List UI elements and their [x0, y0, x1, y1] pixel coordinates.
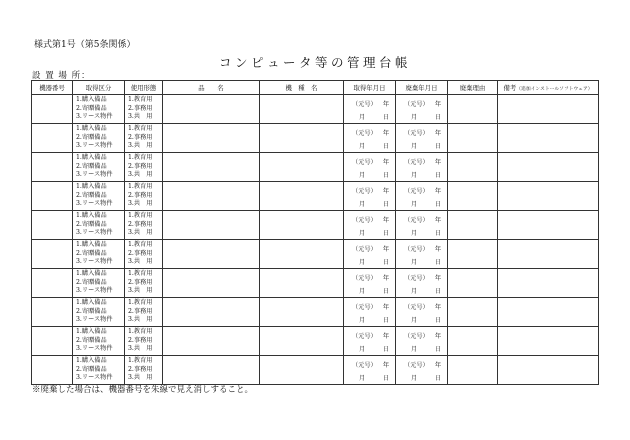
usage-option-office: 2.事務用 [128, 249, 153, 257]
disposal-date-cell[interactable] [396, 269, 448, 298]
disposal-reason-cell[interactable] [448, 269, 498, 298]
acquisition-date-month-label: 月 [359, 114, 366, 121]
disposal-date-year-label: 年 [434, 130, 441, 137]
acquisition-option-lease: 3.リース物件 [76, 316, 113, 324]
acquisition-option-donation: 2.寄贈備品 [76, 307, 107, 315]
usage-option-education: 1.教育用 [128, 357, 153, 365]
usage-option-shared: 3.共 用 [128, 200, 153, 208]
acquisition-option-purchase: 1.購入備品 [76, 357, 107, 365]
model-name-cell[interactable] [260, 211, 344, 240]
acquisition-date-day-label: 日 [382, 346, 389, 353]
acquisition-option-lease: 3.リース物件 [76, 113, 113, 121]
acquisition-option-purchase: 1.購入備品 [76, 270, 107, 278]
remarks-cell[interactable] [498, 182, 599, 211]
model-name-cell[interactable] [260, 269, 344, 298]
disposal-date-cell[interactable] [396, 211, 448, 240]
acquisition-date-day-label: 日 [382, 288, 389, 295]
disposal-date-year-label: 年 [434, 362, 441, 369]
usage-type-cell[interactable] [125, 240, 163, 269]
disposal-date-day-label: 日 [434, 288, 441, 295]
acquisition-date-month-label: 月 [359, 201, 366, 208]
equipment-number-cell[interactable] [32, 298, 73, 327]
acquisition-date-year-label: 年 [382, 188, 389, 195]
usage-option-education: 1.教育用 [128, 96, 153, 104]
acquisition-date-era-label: （元号） [352, 333, 377, 340]
usage-option-education: 1.教育用 [128, 328, 153, 336]
column-header-usage-type: 使用形態 [125, 81, 163, 95]
column-header-model-name: 機 種 名 [260, 81, 344, 95]
acquisition-date-month-label: 月 [359, 346, 366, 353]
acquisition-option-purchase: 1.購入備品 [76, 183, 107, 191]
usage-type-cell[interactable] [125, 211, 163, 240]
acquisition-date-era-label: （元号） [352, 275, 377, 282]
acquisition-date-day-label: 日 [382, 114, 389, 121]
acquisition-type-cell[interactable] [73, 211, 125, 240]
disposal-reason-cell[interactable] [448, 124, 498, 153]
remarks-cell[interactable] [498, 327, 599, 356]
usage-option-education: 1.教育用 [128, 270, 153, 278]
acquisition-date-day-label: 日 [382, 259, 389, 266]
acquisition-option-lease: 3.リース物件 [76, 258, 113, 266]
table-row [32, 124, 599, 153]
disposal-date-month-label: 月 [411, 259, 418, 266]
acquisition-option-donation: 2.寄贈備品 [76, 278, 107, 286]
acquisition-option-donation: 2.寄贈備品 [76, 336, 107, 344]
usage-type-cell[interactable] [125, 182, 163, 211]
usage-option-shared: 3.共 用 [128, 142, 153, 150]
table-row [32, 182, 599, 211]
model-name-cell[interactable] [260, 298, 344, 327]
acquisition-date-year-label: 年 [382, 130, 389, 137]
acquisition-option-lease: 3.リース物件 [76, 200, 113, 208]
acquisition-type-cell[interactable] [73, 182, 125, 211]
disposal-date-year-label: 年 [434, 101, 441, 108]
usage-option-shared: 3.共 用 [128, 316, 153, 324]
remarks-cell[interactable] [498, 211, 599, 240]
disposal-date-era-label: （元号） [404, 101, 429, 108]
disposal-date-era-label: （元号） [404, 362, 429, 369]
acquisition-date-cell[interactable] [344, 356, 396, 385]
acquisition-date-era-label: （元号） [352, 101, 377, 108]
equipment-number-cell[interactable] [32, 211, 73, 240]
acquisition-date-year-label: 年 [382, 246, 389, 253]
acquisition-option-lease: 3.リース物件 [76, 142, 113, 150]
remarks-cell[interactable] [498, 356, 599, 385]
acquisition-option-donation: 2.寄贈備品 [76, 133, 107, 141]
usage-option-office: 2.事務用 [128, 104, 153, 112]
acquisition-option-purchase: 1.購入備品 [76, 212, 107, 220]
model-name-cell[interactable] [260, 182, 344, 211]
disposal-date-year-label: 年 [434, 246, 441, 253]
disposal-date-day-label: 日 [434, 201, 441, 208]
acquisition-date-era-label: （元号） [352, 217, 377, 224]
equipment-number-cell[interactable] [32, 356, 73, 385]
remarks-cell[interactable] [498, 240, 599, 269]
acquisition-option-lease: 3.リース物件 [76, 229, 113, 237]
item-name-cell[interactable] [163, 327, 260, 356]
disposal-reason-cell[interactable] [448, 95, 498, 124]
usage-option-shared: 3.共 用 [128, 287, 153, 295]
table-row [32, 240, 599, 269]
acquisition-date-era-label: （元号） [352, 159, 377, 166]
disposal-date-year-label: 年 [434, 188, 441, 195]
acquisition-date-month-label: 月 [359, 230, 366, 237]
table-row [32, 95, 599, 124]
usage-option-shared: 3.共 用 [128, 374, 153, 382]
equipment-number-cell[interactable] [32, 95, 73, 124]
disposal-date-year-label: 年 [434, 333, 441, 340]
usage-option-shared: 3.共 用 [128, 345, 153, 353]
item-name-cell[interactable] [163, 298, 260, 327]
disposal-date-cell[interactable] [396, 356, 448, 385]
usage-option-office: 2.事務用 [128, 191, 153, 199]
disposal-date-cell[interactable] [396, 240, 448, 269]
acquisition-option-donation: 2.寄贈備品 [76, 365, 107, 373]
acquisition-type-cell[interactable] [73, 240, 125, 269]
acquisition-date-day-label: 日 [382, 143, 389, 150]
acquisition-date-day-label: 日 [382, 375, 389, 382]
model-name-cell[interactable] [260, 95, 344, 124]
acquisition-date-cell[interactable] [344, 95, 396, 124]
remarks-cell[interactable] [498, 153, 599, 182]
disposal-date-era-label: （元号） [404, 217, 429, 224]
disposal-date-month-label: 月 [411, 143, 418, 150]
equipment-number-cell[interactable] [32, 240, 73, 269]
usage-option-shared: 3.共 用 [128, 258, 153, 266]
item-name-cell[interactable] [163, 153, 260, 182]
model-name-cell[interactable] [260, 240, 344, 269]
model-name-cell[interactable] [260, 153, 344, 182]
table-row [32, 327, 599, 356]
disposal-reason-cell[interactable] [448, 153, 498, 182]
disposal-date-day-label: 日 [434, 346, 441, 353]
disposal-date-day-label: 日 [434, 230, 441, 237]
acquisition-date-cell[interactable] [344, 327, 396, 356]
item-name-cell[interactable] [163, 182, 260, 211]
column-header-item-name: 品 名 [163, 81, 260, 95]
acquisition-date-year-label: 年 [382, 159, 389, 166]
acquisition-date-year-label: 年 [382, 101, 389, 108]
acquisition-type-cell[interactable] [73, 356, 125, 385]
disposal-date-day-label: 日 [434, 259, 441, 266]
disposal-date-day-label: 日 [434, 172, 441, 179]
usage-option-office: 2.事務用 [128, 220, 153, 228]
usage-option-education: 1.教育用 [128, 183, 153, 191]
item-name-cell[interactable] [163, 356, 260, 385]
acquisition-date-month-label: 月 [359, 172, 366, 179]
column-header-remarks: 備考（追加インストールソフトウェア） [498, 81, 599, 95]
disposal-date-month-label: 月 [411, 201, 418, 208]
usage-option-education: 1.教育用 [128, 299, 153, 307]
usage-type-cell[interactable] [125, 356, 163, 385]
disposal-date-year-label: 年 [434, 275, 441, 282]
item-name-cell[interactable] [163, 124, 260, 153]
disposal-date-month-label: 月 [411, 172, 418, 179]
disposal-date-year-label: 年 [434, 304, 441, 311]
acquisition-date-month-label: 月 [359, 259, 366, 266]
column-header-acquisition-type: 取得区分 [73, 81, 125, 95]
disposal-date-era-label: （元号） [404, 159, 429, 166]
disposal-reason-cell[interactable] [448, 356, 498, 385]
equipment-number-cell[interactable] [32, 124, 73, 153]
acquisition-date-month-label: 月 [359, 143, 366, 150]
table-row [32, 153, 599, 182]
disposal-date-cell[interactable] [396, 298, 448, 327]
disposal-date-day-label: 日 [434, 114, 441, 121]
footnote: ※廃棄した場合は、機器番号を朱線で見え消しすること。 [32, 385, 254, 395]
disposal-date-day-label: 日 [434, 375, 441, 382]
acquisition-option-donation: 2.寄贈備品 [76, 249, 107, 257]
acquisition-option-donation: 2.寄贈備品 [76, 162, 107, 170]
usage-option-office: 2.事務用 [128, 278, 153, 286]
acquisition-option-purchase: 1.購入備品 [76, 241, 107, 249]
acquisition-date-era-label: （元号） [352, 304, 377, 311]
usage-option-office: 2.事務用 [128, 133, 153, 141]
usage-option-education: 1.教育用 [128, 212, 153, 220]
table-row [32, 211, 599, 240]
model-name-cell[interactable] [260, 327, 344, 356]
equipment-number-cell[interactable] [32, 327, 73, 356]
usage-option-office: 2.事務用 [128, 336, 153, 344]
acquisition-option-donation: 2.寄贈備品 [76, 104, 107, 112]
acquisition-type-cell[interactable] [73, 153, 125, 182]
equipment-number-cell[interactable] [32, 153, 73, 182]
disposal-date-era-label: （元号） [404, 304, 429, 311]
usage-option-office: 2.事務用 [128, 162, 153, 170]
disposal-date-cell[interactable] [396, 95, 448, 124]
usage-type-cell[interactable] [125, 298, 163, 327]
disposal-date-month-label: 月 [411, 375, 418, 382]
usage-type-cell[interactable] [125, 153, 163, 182]
disposal-reason-cell[interactable] [448, 240, 498, 269]
acquisition-type-cell[interactable] [73, 298, 125, 327]
installation-location-label: 設 置 場 所： [32, 71, 91, 81]
item-name-cell[interactable] [163, 269, 260, 298]
disposal-date-era-label: （元号） [404, 188, 429, 195]
remarks-cell[interactable] [498, 124, 599, 153]
disposal-date-day-label: 日 [434, 317, 441, 324]
model-name-cell[interactable] [260, 356, 344, 385]
equipment-number-cell[interactable] [32, 182, 73, 211]
acquisition-date-month-label: 月 [359, 317, 366, 324]
acquisition-date-month-label: 月 [359, 375, 366, 382]
acquisition-option-purchase: 1.購入備品 [76, 125, 107, 133]
table-row [32, 356, 599, 385]
acquisition-date-day-label: 日 [382, 317, 389, 324]
remarks-cell[interactable] [498, 269, 599, 298]
acquisition-date-era-label: （元号） [352, 130, 377, 137]
acquisition-option-lease: 3.リース物件 [76, 374, 113, 382]
disposal-reason-cell[interactable] [448, 327, 498, 356]
acquisition-type-cell[interactable] [73, 327, 125, 356]
disposal-date-era-label: （元号） [404, 246, 429, 253]
disposal-date-month-label: 月 [411, 230, 418, 237]
disposal-reason-cell[interactable] [448, 298, 498, 327]
acquisition-date-year-label: 年 [382, 333, 389, 340]
usage-type-cell[interactable] [125, 124, 163, 153]
disposal-date-year-label: 年 [434, 159, 441, 166]
column-header-disposal-reason: 廃棄理由 [448, 81, 498, 95]
acquisition-date-era-label: （元号） [352, 246, 377, 253]
acquisition-option-lease: 3.リース物件 [76, 287, 113, 295]
disposal-date-month-label: 月 [411, 288, 418, 295]
usage-option-shared: 3.共 用 [128, 113, 153, 121]
usage-option-office: 2.事務用 [128, 307, 153, 315]
disposal-date-era-label: （元号） [404, 333, 429, 340]
disposal-date-month-label: 月 [411, 346, 418, 353]
acquisition-date-year-label: 年 [382, 362, 389, 369]
item-name-cell[interactable] [163, 240, 260, 269]
usage-type-cell[interactable] [125, 269, 163, 298]
disposal-date-cell[interactable] [396, 327, 448, 356]
column-header-equipment-number: 機器番号 [32, 81, 73, 95]
acquisition-date-day-label: 日 [382, 201, 389, 208]
column-header-acquisition-date: 取得年月日 [344, 81, 396, 95]
acquisition-option-purchase: 1.購入備品 [76, 96, 107, 104]
acquisition-type-cell[interactable] [73, 269, 125, 298]
acquisition-date-year-label: 年 [382, 304, 389, 311]
acquisition-date-cell[interactable] [344, 240, 396, 269]
usage-option-office: 2.事務用 [128, 365, 153, 373]
disposal-date-cell[interactable] [396, 124, 448, 153]
management-ledger-table [31, 80, 599, 385]
acquisition-date-month-label: 月 [359, 288, 366, 295]
usage-option-education: 1.教育用 [128, 154, 153, 162]
item-name-cell[interactable] [163, 95, 260, 124]
page-title: コンピュータ等の管理台帳 [218, 55, 411, 70]
disposal-date-year-label: 年 [434, 217, 441, 224]
acquisition-date-day-label: 日 [382, 230, 389, 237]
acquisition-date-day-label: 日 [382, 172, 389, 179]
disposal-date-era-label: （元号） [404, 130, 429, 137]
acquisition-option-lease: 3.リース物件 [76, 345, 113, 353]
acquisition-date-cell[interactable] [344, 298, 396, 327]
acquisition-date-year-label: 年 [382, 217, 389, 224]
remarks-cell[interactable] [498, 298, 599, 327]
acquisition-date-cell[interactable] [344, 153, 396, 182]
usage-option-shared: 3.共 用 [128, 171, 153, 179]
disposal-date-era-label: （元号） [404, 275, 429, 282]
header-row [32, 81, 599, 95]
disposal-date-month-label: 月 [411, 317, 418, 324]
acquisition-option-lease: 3.リース物件 [76, 171, 113, 179]
form-number: 様式第1号（第5条関係） [34, 40, 136, 50]
table-row [32, 298, 599, 327]
acquisition-option-purchase: 1.購入備品 [76, 328, 107, 336]
usage-option-shared: 3.共 用 [128, 229, 153, 237]
acquisition-date-cell[interactable] [344, 269, 396, 298]
disposal-date-cell[interactable] [396, 182, 448, 211]
acquisition-date-cell[interactable] [344, 124, 396, 153]
acquisition-option-donation: 2.寄贈備品 [76, 191, 107, 199]
disposal-reason-cell[interactable] [448, 211, 498, 240]
acquisition-date-year-label: 年 [382, 275, 389, 282]
usage-type-cell[interactable] [125, 95, 163, 124]
acquisition-date-era-label: （元号） [352, 362, 377, 369]
disposal-reason-cell[interactable] [448, 182, 498, 211]
disposal-date-month-label: 月 [411, 114, 418, 121]
acquisition-option-purchase: 1.購入備品 [76, 154, 107, 162]
usage-type-cell[interactable] [125, 327, 163, 356]
acquisition-date-cell[interactable] [344, 182, 396, 211]
equipment-number-cell[interactable] [32, 269, 73, 298]
column-header-disposal-date: 廃棄年月日 [396, 81, 448, 95]
acquisition-option-purchase: 1.購入備品 [76, 299, 107, 307]
remarks-note: （追加インストールソフトウェア） [516, 87, 593, 92]
acquisition-type-cell[interactable] [73, 124, 125, 153]
usage-option-education: 1.教育用 [128, 125, 153, 133]
disposal-date-day-label: 日 [434, 143, 441, 150]
disposal-date-cell[interactable] [396, 153, 448, 182]
table-row [32, 269, 599, 298]
remarks-cell[interactable] [498, 95, 599, 124]
acquisition-option-donation: 2.寄贈備品 [76, 220, 107, 228]
acquisition-date-era-label: （元号） [352, 188, 377, 195]
model-name-cell[interactable] [260, 124, 344, 153]
item-name-cell[interactable] [163, 211, 260, 240]
usage-option-education: 1.教育用 [128, 241, 153, 249]
acquisition-type-cell[interactable] [73, 95, 125, 124]
acquisition-date-cell[interactable] [344, 211, 396, 240]
